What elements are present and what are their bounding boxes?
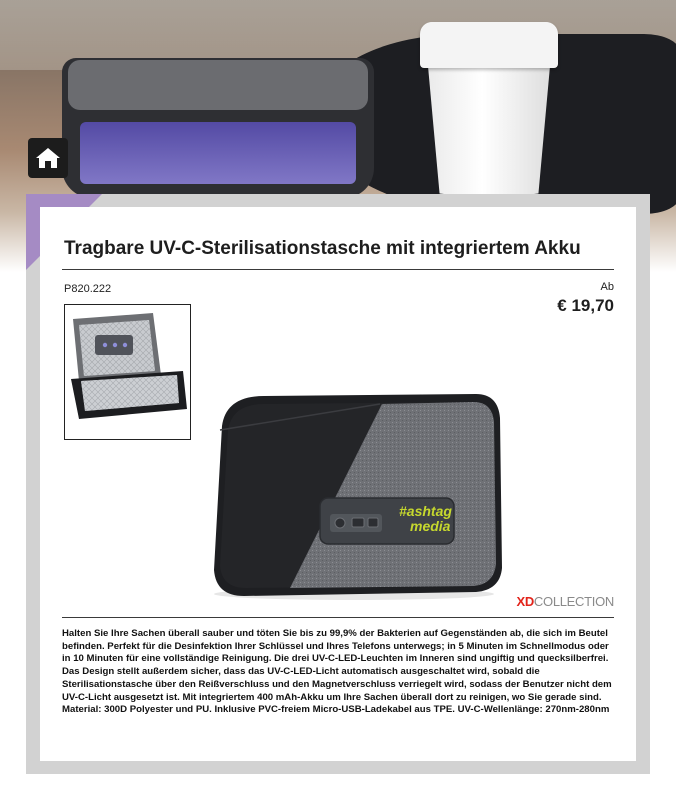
product-main-image	[204, 390, 504, 602]
print-line1: #ashtag	[399, 503, 452, 519]
title-divider	[62, 269, 614, 270]
hero-cup-lid	[420, 22, 558, 68]
open-bag-image	[65, 305, 190, 439]
hero-bag-lid	[68, 60, 368, 110]
product-sku: P820.222	[64, 283, 112, 295]
product-description: Halten Sie Ihre Sachen überall sauber und töten Sie bis zu 99,9% der Bakterien auf Gegenständen ab, die sich im Beutel befinden. Perfekt für die Desinfektion Ihrer Schlüssel und Ihres Telefons unterwegs; in 5 Minuten im Schnellmodus oder in 10 Minuten für eine vollständige Reinigung. Die drei UV-C-LED-Leuchten im Inneren sind ungiftig und quecksilberfrei. Das Design stellt außerdem sicher, dass das UV-C-LED-Licht automatisch ausgeschaltet wird, sobald die Sterilisationstasche über den Reißverschluss und den Magnetverschluss verriegelt wird, sodass der Benutzer nicht dem UV-C-Licht ausgesetzt ist. Mit integriertem 400 mAh-Akku um Ihre Sachen überall dort zu reinigen, wo Sie gerade sind. Material: 300D Polyester und PU. Inklusive PVC-freiem Micro-USB-Ladekabel aus TPE. UV-C-Wellenlänge: 270nm-280nm	[62, 628, 612, 716]
product-title: Tragbare UV-C-Sterilisationstasche mit integriertem Akku	[64, 238, 581, 259]
home-icon	[35, 146, 61, 170]
product-thumbnail[interactable]	[64, 304, 191, 440]
brand-logo	[516, 594, 614, 609]
print-line2: media	[410, 518, 451, 534]
hero-bag-uv-light	[80, 122, 356, 184]
description-divider	[62, 617, 614, 618]
brand-collection: COLLECTION	[533, 594, 614, 609]
home-button[interactable]	[28, 138, 68, 178]
brand-xd: XD	[516, 594, 534, 609]
hero-bag	[62, 58, 374, 198]
product-price: € 19,70	[557, 296, 614, 315]
price-prefix: Ab	[600, 281, 614, 293]
